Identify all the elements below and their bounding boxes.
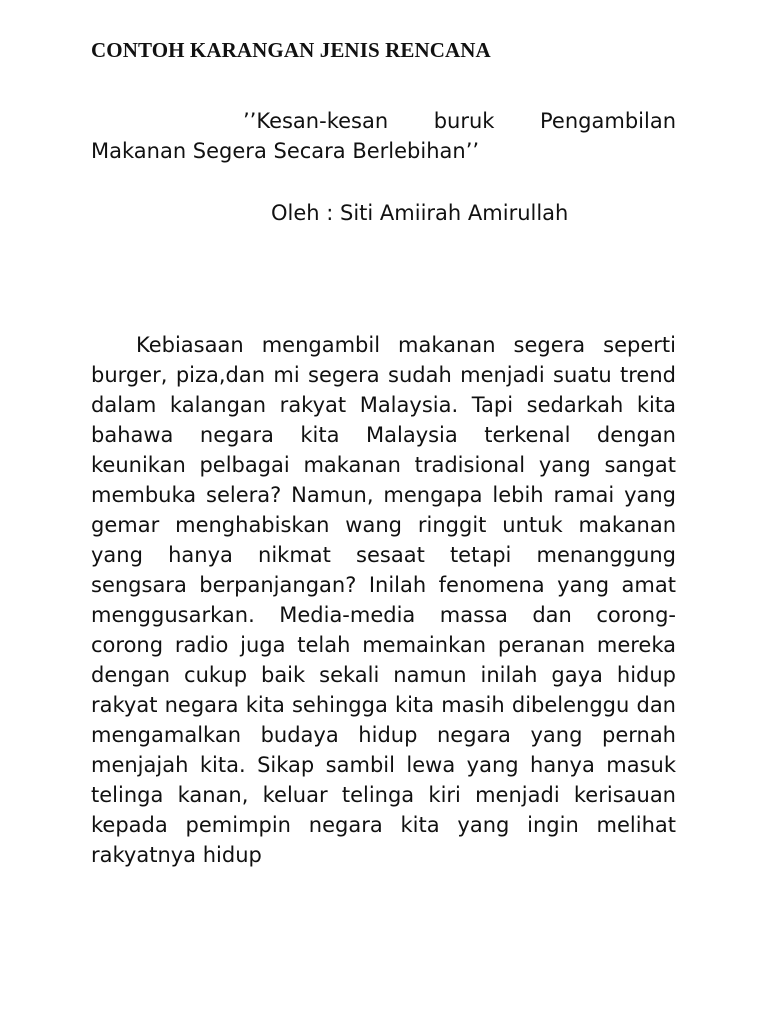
document-heading: CONTOH KARANGAN JENIS RENCANA: [91, 38, 491, 62]
body-paragraph: Kebiasaan mengambil makanan segera seperti burger, piza,dan mi segera sudah menjadi suatu trend dalam kalangan rakyat Malaysia. Tapi sedarkah kita bahawa negara kita Malaysia terkenal dengan keunikan pelbagai makanan tradisional yang sangat membuka selera? Namun, mengapa lebih ramai yang gemar menghabiskan wang ringgit untuk makanan yang hanya nikmat sesaat tetapi menanggung sengsara berpanjangan? Inilah fenomena yang amat menggusarkan. Media-media massa dan corong-corong radio juga telah memainkan peranan mereka dengan cukup baik sekali namun inilah gaya hidup rakyat negara kita sehingga kita masih dibelenggu dan mengamalkan budaya hidup negara yang pernah menjajah kita. Sikap sambil lewa yang hanya masuk telinga kanan, keluar telinga kiri menjadi kerisauan kepada pemimpin negara kita yang ingin melihat rakyatnya hidup: [91, 333, 676, 867]
author-line: Oleh : Siti Amiirah Amirullah: [271, 201, 569, 225]
essay-title: ’’Kesan-kesan buruk Pengambilan Makanan Segera Secara Berlebihan’’: [91, 109, 676, 163]
